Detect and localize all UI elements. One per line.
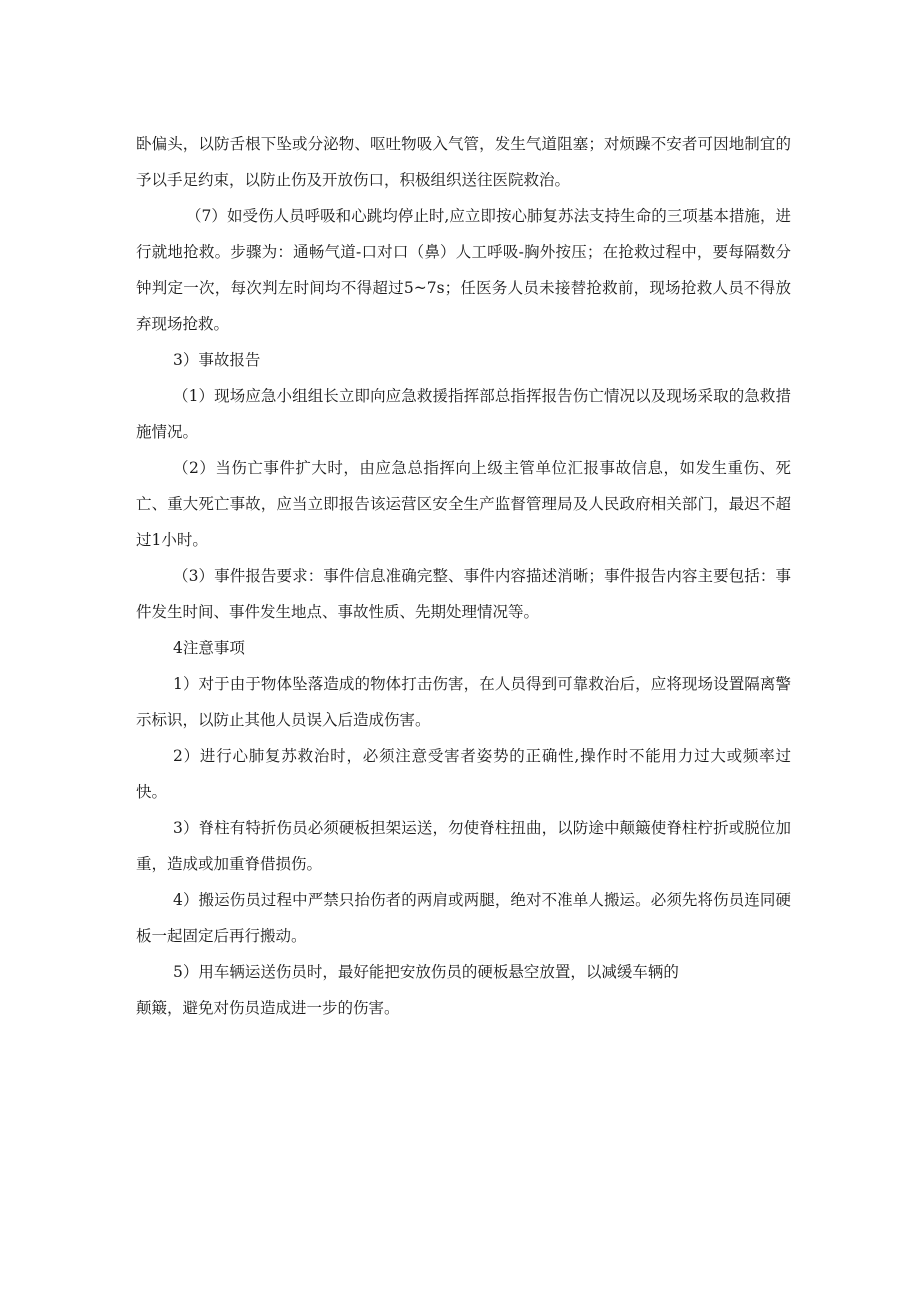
document-page [136, 126, 791, 1026]
section-heading-precautions: 4注意事项 [173, 639, 245, 657]
precaution-item-3: 3）脊柱有特折伤员必须硬板担架运送，勿使脊柱扭曲，以防途中颠簸使脊柱柠折或脱位加重，造成或加重脊借损伤。 [136, 819, 791, 873]
paragraph-item-7: （7）如受伤人员呼吸和心跳均停止时,应立即按心肺复苏法支持生命的三项基本措施，进行就地抢救。步骤为：通畅气道-口对口（鼻）人工呼吸-胸外按压；在抢救过程中，要每隔数分钟判定一次，每次判左时间均不得超过5~7s；任医务人员未接替抢救前，现场抢救人员不得放弃现场抢救。 [136, 207, 791, 333]
precaution-item-5-line-1: 5）用车辆运送伤员时，最好能把安放伤员的硬板悬空放置，以减缓车辆的 [173, 963, 679, 981]
continued-paragraph: 卧偏头，以防舌根下坠或分泌物、呕吐物吸入气管，发生气道阻塞；对烦躁不安者可因地制宜的予以手足约束，以防止伤及开放伤口，积极组织送往医院救治。 [136, 135, 791, 189]
report-item-1: （1）现场应急小组组长立即向应急救援指挥部总指挥报告伤亡情况以及现场采取的急救措施情况。 [136, 387, 791, 441]
precaution-item-5-line-2: 颠簸，避免对伤员造成进一步的伤害。 [136, 999, 400, 1017]
precaution-item-2: 2）进行心肺复苏救治时，必须注意受害者姿势的正确性,操作时不能用力过大或频率过快。 [136, 747, 791, 801]
precaution-item-4: 4）搬运伤员过程中严禁只抬伤者的两肩或两腿，绝对不准单人搬运。必须先将伤员连同硬板一起固定后再行搬动。 [136, 891, 791, 945]
precaution-item-1: 1）对于由于物体坠落造成的物体打击伤害，在人员得到可靠救治后，应将现场设置隔离警示标识，以防止其他人员误入后造成伤害。 [136, 675, 791, 729]
section-heading-accident-report: 3）事故报告 [173, 351, 261, 369]
report-item-2: （2）当伤亡事件扩大时，由应急总指挥向上级主管单位汇报事故信息，如发生重伤、死亡、重大死亡事故，应当立即报告该运营区安全生产监督管理局及人民政府相关部门，最迟不超过1小时。 [136, 459, 791, 549]
report-item-3: （3）事件报告要求：事件信息准确完整、事件内容描述消晰；事件报告内容主要包括：事件发生时间、事件发生地点、事故性质、先期处理情况等。 [136, 567, 791, 621]
